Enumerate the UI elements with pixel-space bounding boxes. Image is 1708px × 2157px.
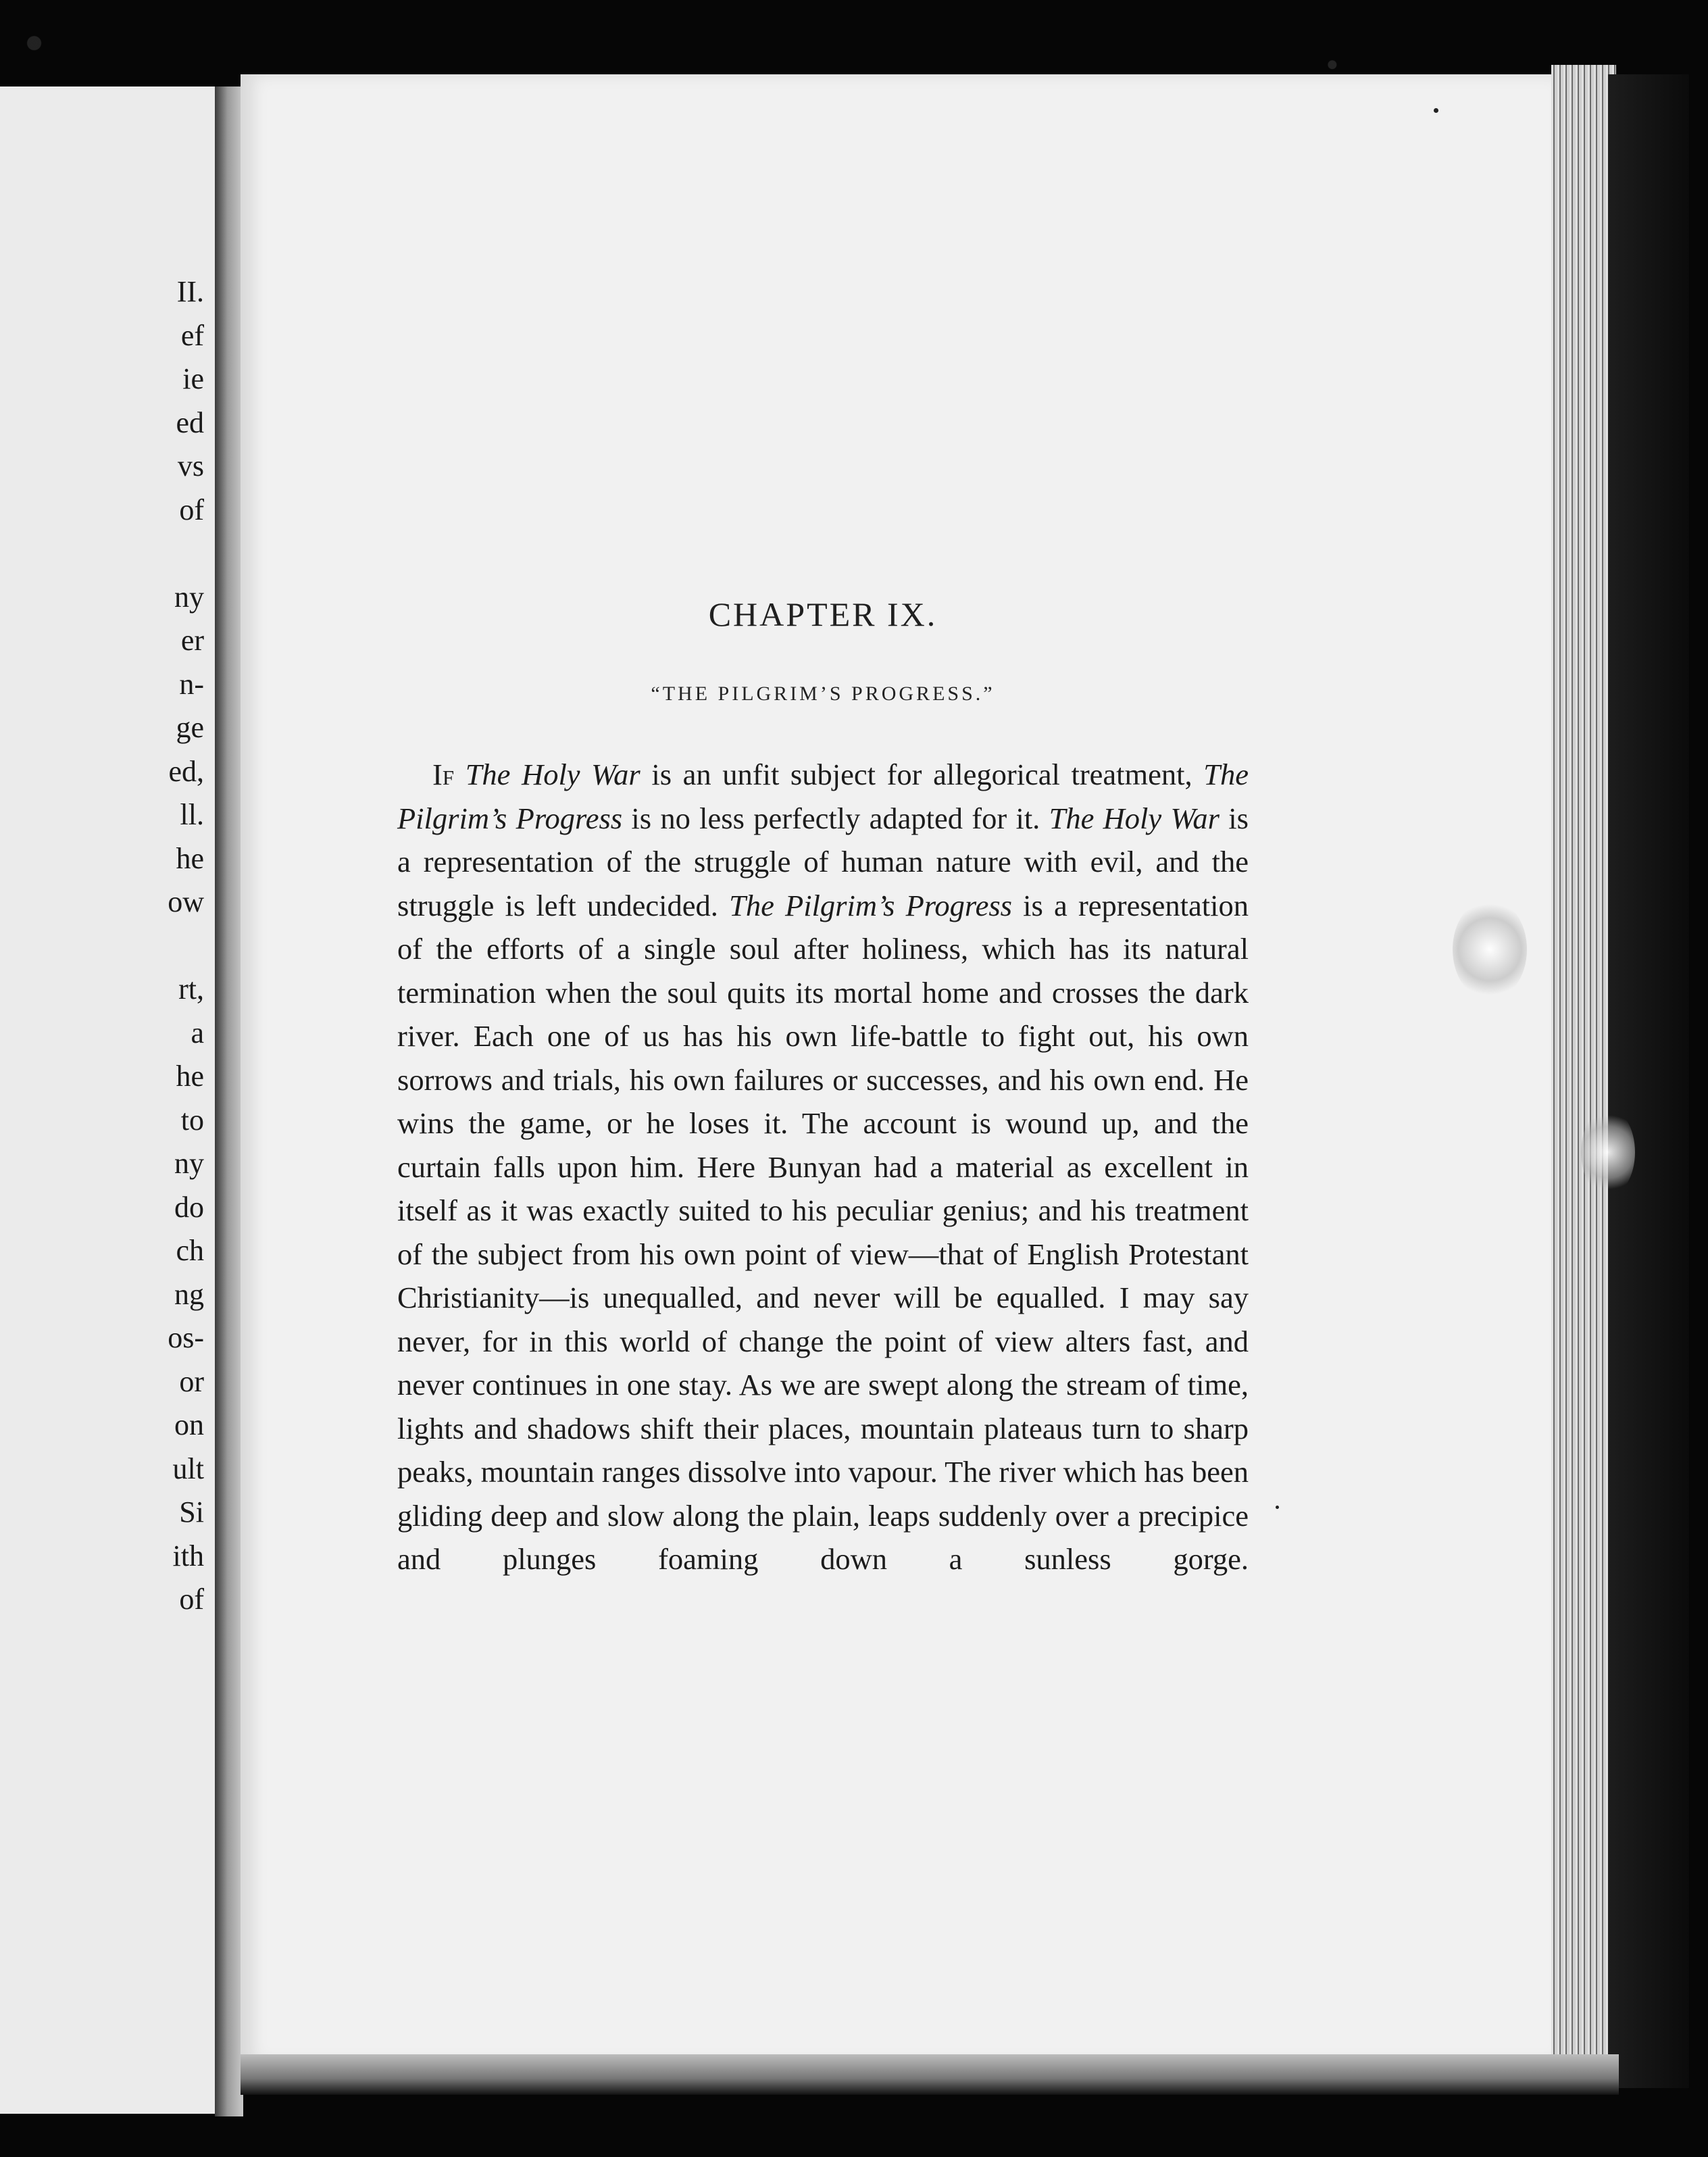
- text-run: is an unfit subject for allegorical treatment,: [640, 758, 1204, 791]
- left-page-line-fragment: rt,: [178, 972, 204, 1006]
- left-page-line-fragment: ith: [172, 1539, 204, 1572]
- page-speck: [1434, 108, 1438, 113]
- left-page-line-fragment: ed,: [168, 754, 204, 788]
- left-page-line-fragment: ed: [176, 405, 204, 439]
- page-stain: [1453, 899, 1527, 1000]
- left-page-line-fragment: Si: [179, 1495, 204, 1529]
- left-page-line-fragment: he: [176, 841, 204, 875]
- left-page-line-fragment: to: [180, 1103, 204, 1137]
- left-page-line-fragment: of: [179, 1583, 204, 1616]
- left-page-line-fragment: ow: [168, 885, 204, 918]
- left-page-line-fragment: ll.: [180, 798, 204, 831]
- italic-title-run: The Pilgrim’s Progress: [729, 888, 1012, 922]
- body-paragraph: [397, 753, 1249, 1581]
- text-run: If: [432, 758, 455, 791]
- left-page-line-fragment: of: [179, 493, 204, 526]
- text-block: [397, 595, 1249, 1581]
- left-page-line-fragment: ge: [176, 711, 204, 744]
- left-page-line-fragment: vs: [177, 449, 204, 482]
- page-gutter: [215, 86, 243, 2116]
- left-page-line-fragment: ny: [174, 1147, 204, 1180]
- text-run: is a representation of the struggle of human nature with evil, and the struggle is left undecided.: [397, 801, 1249, 922]
- left-page-line-fragment: ch: [176, 1234, 204, 1267]
- text-run: is no less perfectly adapted for it.: [622, 801, 1049, 835]
- left-page-line-fragment: n-: [179, 667, 204, 701]
- left-page-line-fragment: os-: [168, 1321, 204, 1354]
- left-page-line-fragment: he: [176, 1060, 204, 1093]
- page-stain: [1581, 1108, 1635, 1196]
- italic-title-run: The Pilgrim’s Progress: [397, 758, 1249, 835]
- left-page: [0, 86, 219, 2114]
- left-page-line-fragment: ie: [182, 362, 204, 395]
- page-speck: [1276, 1506, 1279, 1509]
- chapter-heading: CHAPTER IX.: [708, 595, 938, 633]
- left-page-line-fragment: ult: [172, 1452, 204, 1485]
- book-fore-edge: [1551, 65, 1616, 2079]
- book-cover-edge: [1608, 74, 1689, 2088]
- left-page-line-fragment: a: [191, 1016, 204, 1049]
- chapter-subtitle: “THE PILGRIM’S PROGRESS.”: [651, 683, 995, 705]
- left-page-line-fragment: ng: [174, 1277, 204, 1311]
- left-page-line-fragment: ny: [174, 580, 204, 614]
- left-page-line-fragment: II.: [176, 275, 204, 308]
- text-run: [454, 758, 466, 791]
- left-page-line-fragment: or: [179, 1364, 204, 1398]
- left-page-line-fragment: on: [174, 1408, 204, 1441]
- left-page-line-fragment: ef: [180, 318, 204, 352]
- italic-title-run: The Holy War: [465, 758, 640, 791]
- left-page-line-fragment: er: [180, 624, 204, 657]
- left-page-line-fragment: do: [174, 1190, 204, 1224]
- text-run: is a representation of the efforts of a single soul after holiness, which has its natural termination when the soul quits its mortal home and crosses the dark river. Each one of us has his own life-battle to fight out, his own sorrows and trials, his own failures or successes, and his own end. He wins the game, or he loses it. The account is wound up, and the curtain falls upon him. Here Bunyan had a material as excellent in itself as it was exactly suited to his peculiar genius; and his treatment of the subject from his own point of view—that of English Protestant Christianity—is unequalled, and never will be equalled. I may say never, for in this world of change the point of view alters fast, and never continues in one stay. As we are swept along the stream of time, lights and shadows shift their places, mountain plateaus turn to sharp peaks, mountain ranges dissolve into vapour. The river which has been gliding deep and slow along the plain, leaps suddenly over a precipice and plunges foaming down a sunless gorge.: [397, 888, 1249, 1576]
- page-bottom-curve: [241, 2054, 1619, 2095]
- italic-title-run: The Holy War: [1049, 801, 1220, 835]
